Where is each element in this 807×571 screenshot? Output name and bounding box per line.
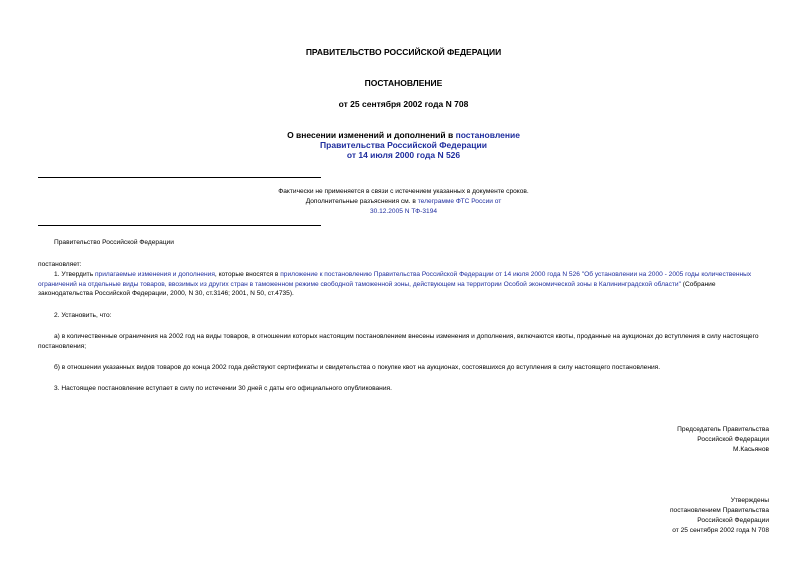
decrees-line: постановляет: [38, 261, 82, 268]
paragraph-3: 3. Настоящее постановление вступает в силу по истечении 30 дней с даты его официального опубликования. [54, 385, 392, 392]
note-line2-prefix: Дополнительные разъяснения см. в [305, 198, 418, 205]
title-prefix: О внесении изменений и дополнений в [287, 130, 456, 140]
p1-start: 1. Утвердить [54, 271, 95, 278]
paragraph-2b: б) в отношении указанных видов товаров до конца 2002 года действуют сертификаты и свидетельства о покупке квот на аукционах, состоявшихся до вступления в силу настоящего постановления. [54, 364, 661, 371]
approval-line4: от 25 сентября 2002 года N 708 [672, 527, 769, 534]
note-bottom-divider [38, 225, 321, 226]
note-top-divider [38, 177, 321, 178]
approval-line3: Российской Федерации [697, 517, 769, 524]
signature-title: Председатель Правительства [677, 426, 769, 433]
p1-mid: , которые вносятся в [214, 271, 281, 278]
paragraph-2: 2. Установить, что: [54, 312, 112, 319]
p1-amendments-link[interactable]: прилагаемые изменения и дополнения [94, 271, 215, 278]
government-line: Правительство Российской Федерации [54, 239, 174, 246]
applicability-note [0, 187, 807, 217]
note-telegram-link-number[interactable]: 30.12.2005 N ТФ-3194 [369, 208, 438, 215]
p1-annex-link[interactable]: приложение к постановлению Правительства Российской Федерации от 14 июля 2000 года N 526 "Об установлении на 2000 - 2005 годы количественных ограничений на отдельные виды товаров, ввозимых из других стран в таможенном режиме свободной таможенной зоны, действующем на территории Особой экономической зоны в Калининградской области" [38, 271, 752, 288]
approval-line2: постановлением Правительства [669, 507, 769, 514]
signature-block [677, 425, 769, 455]
document-title [0, 130, 807, 160]
title-link-line2[interactable]: Правительства Российской Федерации [320, 140, 487, 150]
doc-date-number: от 25 сентября 2002 года N 708 [338, 99, 469, 109]
title-link-line1[interactable]: постановление [455, 130, 520, 140]
approval-line1: Утверждены [730, 497, 769, 504]
paragraph-2a: а) в количественные ограничения на 2002 год на виды товаров, в отношении которых настоящим постановлением внесены изменения и дополнения, включаются квоты, проданные на аукционах до вступления в силу настоящего постановления; [38, 333, 759, 350]
doc-type-heading: ПОСТАНОВЛЕНИЕ [364, 78, 443, 88]
note-line1: Фактически не применяется в связи с истечением указанных в документе сроков. [278, 188, 529, 195]
p1-end: (Собрание законодательства Российской Федерации, 2000, N 30, ст.3146; 2001, N 50, ст.4735). [38, 280, 716, 297]
org-heading: ПРАВИТЕЛЬСТВО РОССИЙСКОЙ ФЕДЕРАЦИИ [305, 47, 502, 57]
signature-country: Российской Федерации [697, 436, 769, 443]
paragraph-1 [38, 270, 770, 299]
title-link-line3[interactable]: от 14 июля 2000 года N 526 [346, 150, 461, 160]
note-telegram-link[interactable]: телеграмме ФТС России от [417, 198, 502, 205]
approval-block [670, 496, 769, 536]
signature-name: М.Касьянов [733, 446, 769, 453]
